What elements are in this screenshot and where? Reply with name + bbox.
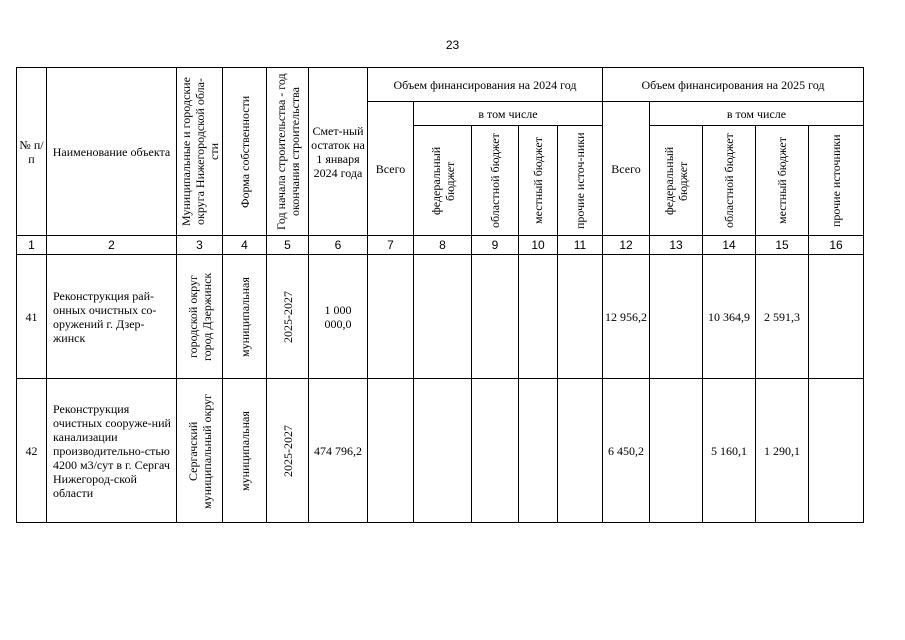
row-total-2024 — [368, 379, 414, 523]
header-years: Год начала строительства - год окончания строительства — [273, 73, 302, 230]
column-number: 1 — [17, 236, 47, 255]
row-regional-2024 — [472, 379, 519, 523]
header-total-2024: Всего — [368, 102, 414, 236]
row-other-2025 — [809, 255, 864, 379]
header-including-2025: в том числе — [650, 102, 864, 126]
column-number: 10 — [519, 236, 558, 255]
column-number: 16 — [809, 236, 864, 255]
row-federal-2025 — [650, 255, 703, 379]
header-including-2024: в том числе — [414, 102, 603, 126]
row-other-2024 — [558, 379, 603, 523]
row-remainder: 474 796,2 — [309, 379, 368, 523]
row-regional-2024 — [472, 255, 519, 379]
column-number: 8 — [414, 236, 472, 255]
row-num: 41 — [17, 255, 47, 379]
table-row — [17, 255, 864, 379]
row-num: 42 — [17, 379, 47, 523]
row-other-2025 — [809, 379, 864, 523]
header-total-2025: Всего — [603, 102, 650, 236]
column-number: 12 — [603, 236, 650, 255]
row-regional-2025: 10 364,9 — [703, 255, 756, 379]
row-other-2024 — [558, 255, 603, 379]
column-number: 9 — [472, 236, 519, 255]
header-num: № п/п — [17, 68, 47, 236]
column-number-row — [17, 236, 864, 255]
header-local-2024: местный бюджет — [531, 137, 545, 224]
row-municipality: городской округ город Дзержинск — [185, 272, 214, 361]
page-number: 23 — [445, 38, 460, 52]
header-federal-2024: федеральный бюджет — [428, 146, 457, 215]
column-number: 11 — [558, 236, 603, 255]
header-other-2024: прочие источ-ники — [573, 132, 587, 229]
row-years: 2025-2027 — [280, 424, 295, 477]
table-row — [17, 379, 864, 523]
row-ownership: муниципальная — [237, 410, 252, 491]
row-remainder: 1 000 000,0 — [309, 255, 368, 379]
header-federal-2025: федеральный бюджет — [662, 146, 690, 215]
header-other-2025: прочие источники — [829, 134, 843, 227]
header-remainder: Смет-ный остаток на 1 января 2024 года — [309, 68, 368, 236]
row-federal-2024 — [414, 379, 472, 523]
header-regional-2024: областной бюджет — [488, 133, 502, 228]
row-total-2025: 6 450,2 — [603, 379, 650, 523]
row-municipality: Сергачский муниципальный округ — [185, 392, 214, 509]
header-fin2025: Объем финансирования на 2025 год — [603, 68, 864, 102]
column-number: 4 — [223, 236, 267, 255]
column-number: 3 — [177, 236, 223, 255]
row-total-2025: 12 956,2 — [603, 255, 650, 379]
row-federal-2024 — [414, 255, 472, 379]
row-federal-2025 — [650, 379, 703, 523]
row-ownership: муниципальная — [237, 276, 252, 357]
header-name: Наименование объекта — [47, 68, 177, 236]
header-fin2024: Объем финансирования на 2024 год — [368, 68, 603, 102]
header-local-2025: местный бюджет — [775, 137, 789, 224]
column-number: 5 — [267, 236, 309, 255]
column-number: 7 — [368, 236, 414, 255]
column-number: 15 — [756, 236, 809, 255]
row-name: Реконструкция очистных сооруже-ний канализации производительно-стью 4200 м3/сут в г. Сергач Нижегород-ской области — [47, 379, 177, 523]
column-number: 14 — [703, 236, 756, 255]
header-municipality: Муниципальные и городские округа Нижегородской обла-сти — [178, 77, 221, 226]
header-ownership: Форма собственности — [237, 95, 252, 208]
column-number: 13 — [650, 236, 703, 255]
financing-table — [16, 67, 864, 523]
row-local-2024 — [519, 255, 558, 379]
row-local-2025: 1 290,1 — [756, 379, 809, 523]
row-years: 2025-2027 — [280, 290, 295, 343]
row-regional-2025: 5 160,1 — [703, 379, 756, 523]
row-local-2024 — [519, 379, 558, 523]
row-name: Реконструкция рай-онных очистных со-оружений г. Дзер-жинск — [47, 255, 177, 379]
header-regional-2025: областной бюджет — [722, 133, 736, 228]
row-local-2025: 2 591,3 — [756, 255, 809, 379]
column-number: 6 — [309, 236, 368, 255]
row-total-2024 — [368, 255, 414, 379]
column-number: 2 — [47, 236, 177, 255]
